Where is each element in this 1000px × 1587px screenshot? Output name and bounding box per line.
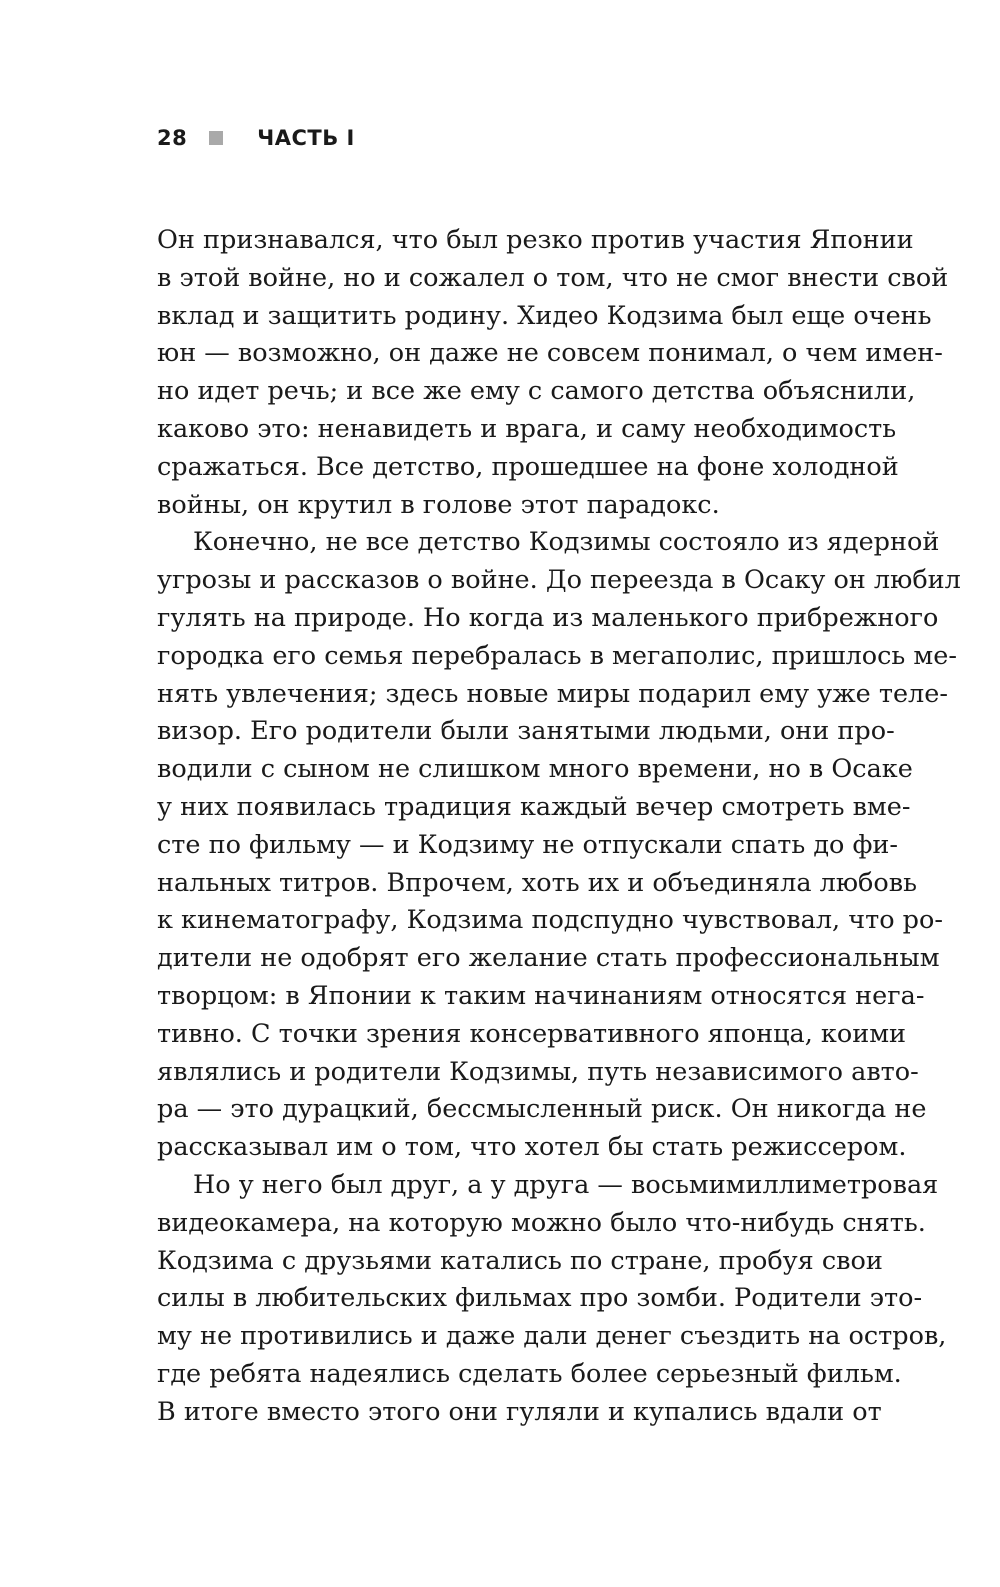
text-line: вклад и защитить родину. Хидео Кодзима был еще очень <box>157 300 932 331</box>
section-title: ЧАСТЬ I <box>257 126 355 150</box>
text-line: юн — возможно, он даже не совсем понимал, о чем имен- <box>157 338 943 369</box>
text-line: Он признавался, что был резко против участия Японии <box>157 225 914 255</box>
text-line: гулять на природе. Но когда из маленького прибрежного <box>157 602 939 633</box>
text-line: В итоге вместо этого они гуляли и купались вдали от <box>157 1396 882 1427</box>
text-line: городка его семья перебралась в мегаполис, пришлось ме- <box>157 640 957 671</box>
text-line: к кинематографу, Кодзима подспудно чувствовал, что ро- <box>157 905 943 936</box>
text-line: войны, он крутил в голове этот парадокс. <box>157 489 720 520</box>
text-line: Кодзима с друзьями катались по стране, пробуя свои <box>157 1245 883 1276</box>
text-line: сте по фильму — и Кодзиму не отпускали спать до фи- <box>157 829 899 860</box>
text-line: творцом: в Японии к таким начинаниям относятся нега- <box>157 980 925 1011</box>
page-body <box>157 222 961 1432</box>
text-line: Конечно, не все детство Кодзимы состояло из ядерной <box>193 527 940 558</box>
page-number: 28 <box>157 126 188 150</box>
text-line: водили с сыном не слишком много времени, но в Осаке <box>157 754 913 785</box>
text-line: но идет речь; и все же ему с самого детства объяснили, <box>157 376 916 407</box>
text-line: угрозы и рассказов о войне. До переезда в Осаку он любил <box>157 565 961 596</box>
text-line: каково это: ненавидеть и врага, и саму необходимость <box>157 413 897 444</box>
text-line: где ребята надеялись сделать более серьезный фильм. <box>157 1358 902 1389</box>
paragraph <box>157 1167 947 1432</box>
text-line: визор. Его родители были занятыми людьми, они про- <box>157 716 895 747</box>
text-line: нальных титров. Впрочем, хоть их и объединяла любовь <box>157 867 917 898</box>
text-line: нять увлечения; здесь новые миры подарил ему уже теле- <box>157 678 948 709</box>
text-line: Но у него был друг, а у друга — восьмимиллиметровая <box>193 1169 939 1200</box>
paragraph <box>157 524 961 1167</box>
text-line: силы в любительских фильмах про зомби. Родители это- <box>157 1283 923 1314</box>
text-line: тивно. С точки зрения консервативного японца, коими <box>157 1018 907 1049</box>
text-line: сражаться. Все детство, прошедшее на фоне холодной <box>157 451 899 482</box>
text-line: дители не одобрят его желание стать профессиональным <box>157 943 940 974</box>
text-line: являлись и родители Кодзимы, путь независимого авто- <box>157 1056 919 1087</box>
text-line: ра — это дурацкий, бессмысленный риск. Он никогда не <box>157 1094 927 1125</box>
header-square-ornament <box>209 131 223 145</box>
text-line: у них появилась традиция каждый вечер смотреть вме- <box>157 791 911 822</box>
text-line: видеокамера, на которую можно было что-нибудь снять. <box>157 1207 926 1238</box>
text-line: в этой войне, но и сожалел о том, что не смог внести свой <box>157 262 949 293</box>
paragraph <box>157 222 949 524</box>
text-line: му не противились и даже дали денег съездить на остров, <box>157 1321 947 1352</box>
text-line: рассказывал им о том, что хотел бы стать режиссером. <box>157 1132 907 1163</box>
running-header <box>157 122 355 154</box>
